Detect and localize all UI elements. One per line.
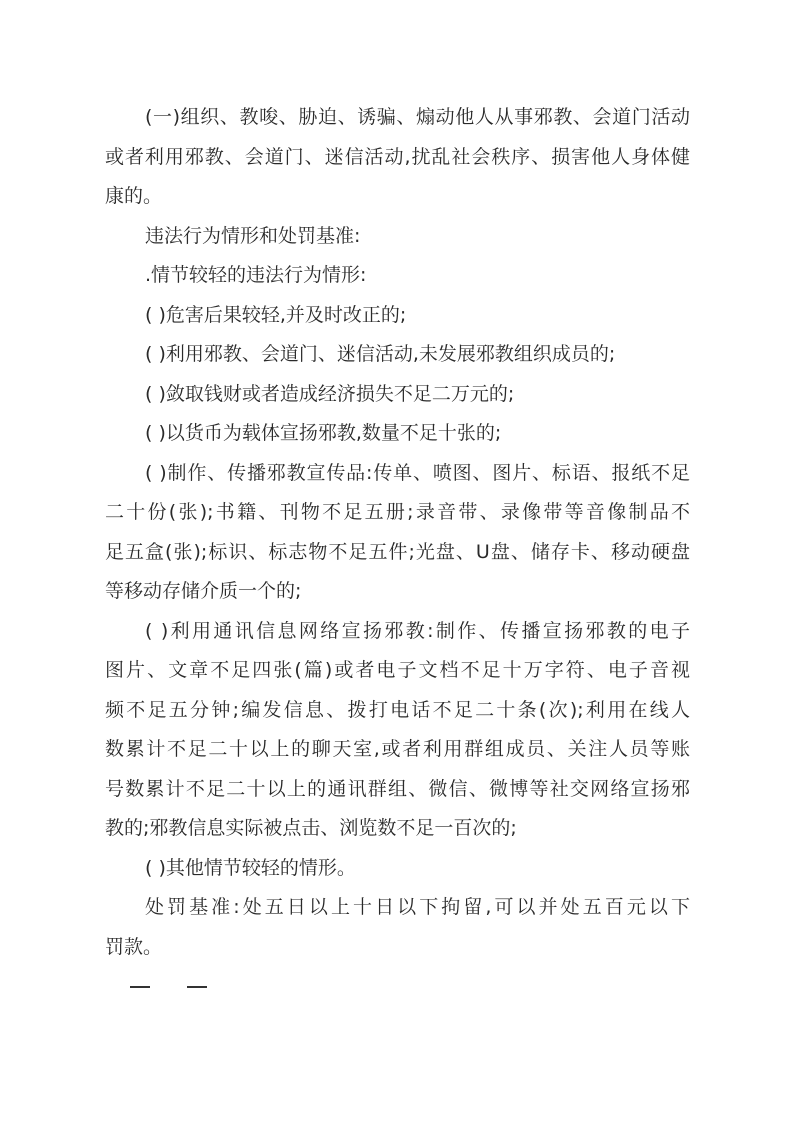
page-number-dash-right — [187, 986, 207, 988]
text-line: 等移动存储介质一个的; — [105, 580, 302, 602]
text-line: ( )危害后果较轻,并及时改正的; — [145, 303, 407, 326]
page-number-dash-left — [130, 986, 150, 988]
text-line: ( )利用通讯信息网络宣扬邪教:制作、传播宣扬邪教的电子 — [145, 619, 690, 642]
text-line: .情节较轻的违法行为情形: — [145, 264, 367, 286]
text-line: 教的;邪教信息实际被点击、浏览数不足一百次的; — [105, 817, 517, 839]
text-line: 图片、文章不足四张(篇)或者电子文档不足十万字符、电子音视 — [105, 659, 690, 681]
text-line: 足五盒(张);标识、标志物不足五件;光盘、U盘、储存卡、移动硬盘 — [105, 540, 690, 563]
text-line: 康的。 — [105, 185, 163, 207]
text-line: ( )制作、传播邪教宣传品:传单、喷图、图片、标语、报纸不足 — [145, 461, 690, 484]
text-line: ( )利用邪教、会道门、迷信活动,未发展邪教组织成员的; — [145, 343, 616, 365]
text-line: 或者利用邪教、会道门、迷信活动,扰乱社会秩序、损害他人身体健 — [105, 145, 690, 168]
text-line: ( )以货币为载体宣扬邪教,数量不足十张的; — [145, 422, 502, 444]
text-line: 数累计不足二十以上的聊天室,或者利用群组成员、关注人员等账 — [105, 738, 690, 760]
text-line: ( )其他情节较轻的情形。 — [145, 856, 356, 879]
document-body — [105, 98, 690, 967]
text-line: ( )敛取钱财或者造成经济损失不足二万元的; — [145, 382, 515, 405]
text-line: 违法行为情形和处罚基准: — [145, 224, 361, 247]
text-line: 二十份(张);书籍、刊物不足五册;录音带、录像带等音像制品不 — [105, 501, 690, 523]
text-line: 频不足五分钟;编发信息、拨打电话不足二十条(次);利用在线人 — [105, 698, 690, 721]
text-line: 罚款。 — [105, 935, 163, 958]
text-line: (一)组织、教唆、胁迫、诱骗、煽动他人从事邪教、会道门活动 — [145, 106, 690, 128]
text-line: 处罚基准:处五日以上十日以下拘留,可以并处五百元以下 — [145, 896, 690, 918]
text-line: 号数累计不足二十以上的通讯群组、微信、微博等社交网络宣扬邪 — [105, 777, 690, 800]
